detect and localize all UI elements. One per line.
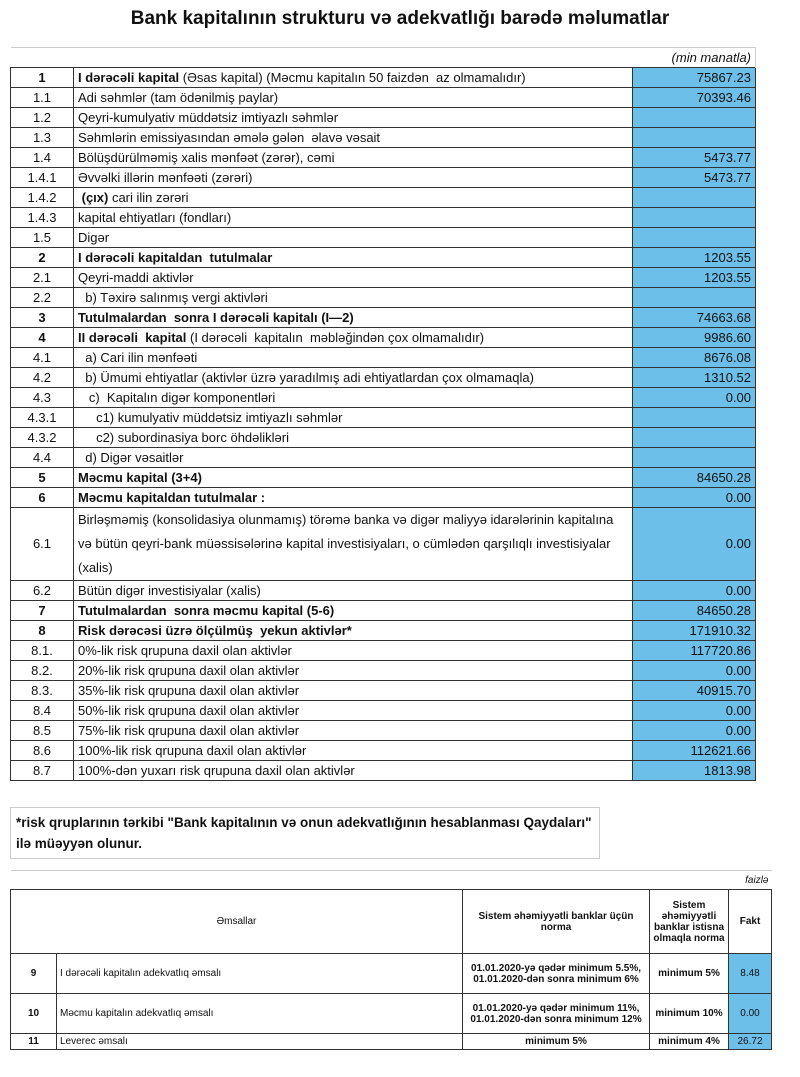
row-label-bold: Məcmu kapitaldan tutulmalar :	[78, 489, 266, 505]
row-label	[74, 88, 633, 108]
row-label-text: d) Digər vəsaitlər	[78, 449, 184, 465]
row-value: 1813.98	[633, 761, 756, 781]
table-row	[11, 308, 756, 328]
row-label-text: Bölüşdürülməmiş xalis mənfəət (zərər), cəmi	[78, 149, 335, 165]
table-row	[11, 681, 756, 701]
ratio-norm-systemic: 01.01.2020-yə qədər minimum 5.5%, 01.01.2020-dən sonra minimum 6%	[463, 954, 650, 994]
row-number: 6.2	[11, 581, 74, 601]
row-label	[74, 188, 633, 208]
table-row	[11, 701, 756, 721]
table-row	[11, 448, 756, 468]
row-value: 5473.77	[633, 148, 756, 168]
row-label-text: b) Ümumi ehtiyatlar (aktivlər üzrə yaradılmış adi ehtiyatlardan çox olmamaqla)	[78, 369, 534, 385]
ratios-table	[10, 870, 772, 1050]
row-value: 74663.68	[633, 308, 756, 328]
table-row	[11, 621, 756, 641]
row-label-text: kapital ehtiyatları (fondları)	[78, 209, 232, 225]
row-label	[74, 388, 633, 408]
row-number: 1	[11, 68, 74, 88]
row-label	[74, 428, 633, 448]
row-value	[633, 208, 756, 228]
row-label-text: 20%-lik risk qrupuna daxil olan aktivlər	[78, 662, 300, 678]
row-number: 4.4	[11, 448, 74, 468]
row-label-text: Qeyri-maddi aktivlər	[78, 269, 194, 285]
row-value: 0.00	[633, 701, 756, 721]
row-label	[74, 661, 633, 681]
row-number: 8.2.	[11, 661, 74, 681]
table-row	[11, 428, 756, 448]
header-cell: Əmsallar	[11, 890, 463, 954]
table-row	[11, 601, 756, 621]
row-label	[74, 448, 633, 468]
row-label	[74, 701, 633, 721]
row-value	[633, 448, 756, 468]
table-row	[11, 188, 756, 208]
row-label-text: 100%-lik risk qrupuna daxil olan aktivlər	[78, 742, 307, 758]
row-value	[633, 428, 756, 448]
row-value: 117720.86	[633, 641, 756, 661]
row-label	[74, 308, 633, 328]
row-value: 75867.23	[633, 68, 756, 88]
capital-table	[10, 47, 756, 781]
row-number: 8.6	[11, 741, 74, 761]
row-number: 4.3.2	[11, 428, 74, 448]
table-row	[11, 488, 756, 508]
table-row	[11, 368, 756, 388]
row-label-text: 35%-lik risk qrupuna daxil olan aktivlər	[78, 682, 300, 698]
row-label	[74, 208, 633, 228]
row-label-bold: (çıx)	[78, 189, 109, 205]
table-row	[11, 248, 756, 268]
row-label	[74, 348, 633, 368]
row-label	[74, 248, 633, 268]
table-row	[11, 128, 756, 148]
table-row	[11, 68, 756, 88]
row-value	[633, 128, 756, 148]
row-value: 0.00	[633, 721, 756, 741]
row-label	[74, 368, 633, 388]
table-row	[11, 288, 756, 308]
table-row	[11, 641, 756, 661]
table-row	[11, 268, 756, 288]
row-number: 8.5	[11, 721, 74, 741]
row-number: 2.1	[11, 268, 74, 288]
row-value: 8676.08	[633, 348, 756, 368]
row-label-bold: II dərəcəli kapital	[78, 329, 187, 345]
row-number: 1.5	[11, 228, 74, 248]
row-label	[74, 128, 633, 148]
row-value: 40915.70	[633, 681, 756, 701]
row-label-text: Birləşməmiş (konsolidasiya olunmamış) törəmə banka və digər maliyyə idarələrinin kapitalına və bütün qeyri-bank müəssisələrinə kapital investisiyaları, o cümlədən qarşılıqlı investisiyalar (xalis)	[78, 512, 618, 575]
row-number: 7	[11, 601, 74, 621]
row-label-bold: I dərəcəli kapitaldan tutulmalar	[78, 249, 273, 265]
row-value: 84650.28	[633, 601, 756, 621]
row-value: 0.00	[633, 388, 756, 408]
ratio-name: I dərəcəli kapitalın adekvatlıq əmsalı	[57, 954, 463, 994]
row-label-text: b) Təxirə salınmış vergi aktivləri	[78, 289, 268, 305]
ratio-norm-other: minimum 10%	[650, 994, 729, 1034]
unit-row	[11, 871, 772, 890]
footnote: *risk qruplarının tərkibi "Bank kapitalının və onun adekvatlığının hesablanması Qaydaları" ilə müəyyən olunur.	[10, 807, 600, 859]
row-value: 0.00	[633, 488, 756, 508]
row-label	[74, 488, 633, 508]
table-row	[11, 741, 756, 761]
row-label	[74, 508, 633, 581]
row-number: 4.2	[11, 368, 74, 388]
row-value: 171910.32	[633, 621, 756, 641]
unit-label: (min manatla)	[633, 48, 756, 68]
table-row	[11, 348, 756, 368]
row-value	[633, 188, 756, 208]
unit-label: faizlə	[729, 871, 772, 890]
row-label	[74, 68, 633, 88]
table-row	[11, 228, 756, 248]
table-row	[11, 661, 756, 681]
row-value: 1203.55	[633, 268, 756, 288]
ratio-name: Məcmu kapitalın adekvatlıq əmsalı	[57, 994, 463, 1034]
row-label-text: c1) kumulyativ müddətsiz imtiyazlı səhmlər	[78, 409, 343, 425]
row-value: 1203.55	[633, 248, 756, 268]
ratio-row	[11, 994, 772, 1034]
row-label	[74, 741, 633, 761]
row-label	[74, 641, 633, 661]
row-number: 3	[11, 308, 74, 328]
row-label-text: (I dərəcəli kapitalın məbləğindən çox olmamalıdır)	[186, 329, 485, 345]
row-number: 4	[11, 328, 74, 348]
row-label	[74, 168, 633, 188]
row-value	[633, 408, 756, 428]
row-label-bold: Risk dərəcəsi üzrə ölçülmüş yekun aktivlər*	[78, 622, 352, 638]
row-number: 1.3	[11, 128, 74, 148]
ratio-row	[11, 1034, 772, 1050]
row-number: 1.4.1	[11, 168, 74, 188]
row-label	[74, 721, 633, 741]
row-label	[74, 108, 633, 128]
row-label	[74, 761, 633, 781]
table-row	[11, 328, 756, 348]
row-label-text: 0%-lik risk qrupuna daxil olan aktivlər	[78, 642, 292, 658]
table-row	[11, 581, 756, 601]
ratio-norm-other: minimum 4%	[650, 1034, 729, 1050]
row-value: 0.00	[633, 508, 756, 581]
row-label-text: cari ilin zərəri	[108, 189, 189, 205]
row-number: 8.4	[11, 701, 74, 721]
row-number: 8.7	[11, 761, 74, 781]
row-value	[633, 108, 756, 128]
ratio-number: 10	[11, 994, 57, 1034]
table-row	[11, 508, 756, 581]
row-number: 1.4.3	[11, 208, 74, 228]
row-value: 84650.28	[633, 468, 756, 488]
row-value: 1310.52	[633, 368, 756, 388]
ratio-row	[11, 954, 772, 994]
row-label-bold: I dərəcəli kapital	[78, 69, 180, 85]
ratio-norm-systemic: minimum 5%	[463, 1034, 650, 1050]
ratio-fact: 26.72	[729, 1034, 772, 1050]
ratio-norm-systemic: 01.01.2020-yə qədər minimum 11%, 01.01.2020-dən sonra minimum 12%	[463, 994, 650, 1034]
row-number: 4.3.1	[11, 408, 74, 428]
row-number: 8	[11, 621, 74, 641]
page-title: Bank kapitalının strukturu və adekvatlığı barədə məlumatlar	[130, 8, 670, 29]
header-row	[11, 890, 772, 954]
table-row	[11, 721, 756, 741]
row-label-text: Adi səhmlər (tam ödənilmiş paylar)	[78, 89, 279, 105]
row-number: 8.1.	[11, 641, 74, 661]
row-number: 1.4.2	[11, 188, 74, 208]
row-number: 1.1	[11, 88, 74, 108]
header-cell: Fakt	[729, 890, 772, 954]
row-number: 4.1	[11, 348, 74, 368]
row-value: 0.00	[633, 581, 756, 601]
row-label	[74, 148, 633, 168]
table-row	[11, 388, 756, 408]
row-label-text: Bütün digər investisiyalar (xalis)	[78, 582, 261, 598]
row-number: 6.1	[11, 508, 74, 581]
row-number: 6	[11, 488, 74, 508]
row-label-text: c2) subordinasiya borc öhdəlikləri	[78, 429, 289, 445]
table-row	[11, 208, 756, 228]
row-label	[74, 601, 633, 621]
row-label	[74, 581, 633, 601]
unit-row	[11, 48, 756, 68]
table-row	[11, 88, 756, 108]
row-label-bold: Məcmu kapital (3+4)	[78, 469, 202, 485]
row-number: 1.2	[11, 108, 74, 128]
table-row	[11, 408, 756, 428]
row-label-text: c) Kapitalın digər komponentləri	[78, 389, 276, 405]
row-value: 112621.66	[633, 741, 756, 761]
row-label	[74, 468, 633, 488]
row-label-bold: Tutulmalardan sonra I dərəcəli kapitalı (I—2)	[78, 309, 354, 325]
row-value: 9986.60	[633, 328, 756, 348]
row-number: 1.4	[11, 148, 74, 168]
row-value: 0.00	[633, 661, 756, 681]
row-value	[633, 228, 756, 248]
ratio-fact: 0.00	[729, 994, 772, 1034]
header-cell: Sistem əhəmiyyətli banklar istisna olmaqla norma	[650, 890, 729, 954]
row-label-text: (Əsas kapital) (Məcmu kapitalın 50 faizdən az olmamalıdır)	[179, 69, 526, 85]
ratio-norm-other: minimum 5%	[650, 954, 729, 994]
table-row	[11, 468, 756, 488]
table-row	[11, 761, 756, 781]
ratio-number: 11	[11, 1034, 57, 1050]
row-label-text: 75%-lik risk qrupuna daxil olan aktivlər	[78, 722, 300, 738]
row-value	[633, 288, 756, 308]
row-label-text: Qeyri-kumulyativ müddətsiz imtiyazlı səhmlər	[78, 109, 339, 125]
ratio-name: Leverec əmsalı	[57, 1034, 463, 1050]
row-number: 5	[11, 468, 74, 488]
header-cell: Sistem əhəmiyyətli banklar üçün norma	[463, 890, 650, 954]
row-value: 70393.46	[633, 88, 756, 108]
row-label-text: Səhmlərin emissiyasından əmələ gələn əlavə vəsait	[78, 129, 381, 145]
row-label-text: Əvvəlki illərin mənfəəti (zərəri)	[78, 169, 253, 185]
row-label	[74, 268, 633, 288]
row-label-text: a) Cari ilin mənfəəti	[78, 349, 198, 365]
row-label-text: Digər	[78, 229, 110, 245]
row-number: 4.3	[11, 388, 74, 408]
table-row	[11, 108, 756, 128]
row-label	[74, 681, 633, 701]
row-label	[74, 408, 633, 428]
row-label	[74, 328, 633, 348]
row-label	[74, 621, 633, 641]
ratio-fact: 8.48	[729, 954, 772, 994]
row-number: 8.3.	[11, 681, 74, 701]
row-label	[74, 288, 633, 308]
row-label	[74, 228, 633, 248]
ratio-number: 9	[11, 954, 57, 994]
row-value: 5473.77	[633, 168, 756, 188]
table-row	[11, 148, 756, 168]
row-label-text: 50%-lik risk qrupuna daxil olan aktivlər	[78, 702, 300, 718]
row-label-bold: Tutulmalardan sonra məcmu kapital (5-6)	[78, 602, 335, 618]
row-number: 2.2	[11, 288, 74, 308]
row-number: 2	[11, 248, 74, 268]
table-row	[11, 168, 756, 188]
row-label-text: 100%-dən yuxarı risk qrupuna daxil olan aktivlər	[78, 762, 355, 778]
